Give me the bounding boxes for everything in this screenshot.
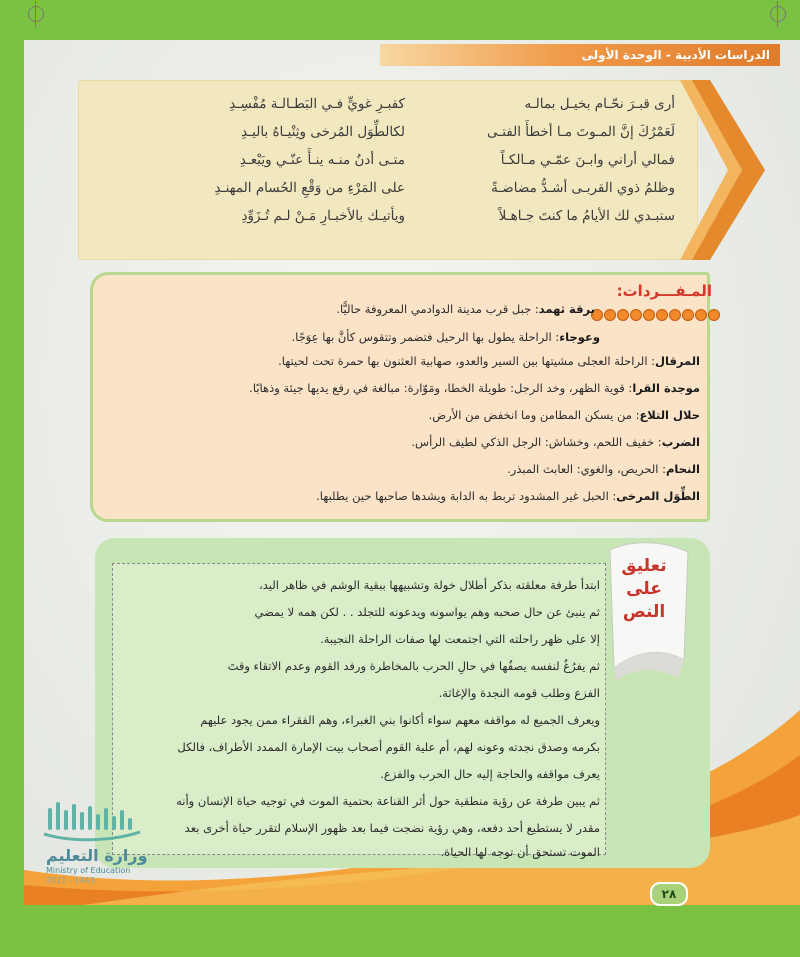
vocabulary-entry: حلال التلاع: من يسكن المطامن وما انخفض من الأرض. <box>428 408 700 422</box>
poem-verse: ويأتيـك بالأخبـارِ مَـنْ لـم تُـزَوِّدِ <box>241 208 405 224</box>
dot-icon <box>708 309 720 321</box>
dot-icon <box>617 309 629 321</box>
crop-mark-icon <box>28 6 44 22</box>
commentary-line: الفزع وطلب قومه النجدة والإغاثة. <box>438 686 600 700</box>
vocabulary-entry: النحام: الحريص، والغوي: العابث المبذر. <box>507 462 700 476</box>
poem-verse: فمالي أراني وابـنَ عمّـي مـالكـاً <box>500 152 675 168</box>
page-number: ٢٨ <box>650 882 688 906</box>
poem-verse: لَعَمْرُكَ إنَّ المـوتَ مـا أخطأَ الفتـى <box>487 124 675 140</box>
commentary-line: ثم ينبئ عن حال صحبه وهم يواسونه ويدعونه للتجلد . . لكن همه لا يمضي <box>254 605 600 619</box>
vocabulary-entry: الضرب: خفيف اللحم، وخشاش: الرجل الذكي لطيف الرأس. <box>411 435 700 449</box>
commentary-line: مقدر لا يستطيع أحد دفعه، وهي رؤية نضجت فيما بعد ظهور الإسلام لتقرر حياة أخرى بعد <box>184 821 600 835</box>
top-green-bar <box>0 0 800 40</box>
dot-icon <box>643 309 655 321</box>
page-header <box>380 44 780 66</box>
edition-year: 2021 - 1443 <box>46 876 95 885</box>
poem-verse: لكالطِّوَل المُرخى وثِنْيـاهُ باليـدِ <box>241 124 405 140</box>
dot-icon <box>630 309 642 321</box>
poem-verse: وظلمُ ذوي القربـى أشـدُّ مضاضـةً <box>491 180 675 196</box>
commentary-line: ثم يبين طرفة عن رؤية منطقية حول أثر القناعة بحتمية الموت في توجيه حياة الإنسان وأنه <box>176 794 600 808</box>
vocabulary-entry: الطِّوَل المرخى: الحبل غير المشدود تربط به الدابة ويشدها صاحبها حين يطلبها. <box>316 489 700 503</box>
decorative-dots <box>590 306 720 325</box>
poem-verse: متـى أدنُ منـه ينـأَ عنّـي ويَبْعـدِ <box>239 152 405 168</box>
vocabulary-entry: موجدة القرا: قوية الظهر، وخد الرجل: طويلة الخطا، ومَوّارة: مبالغة في رفع يديها جيئة وذهابًا. <box>249 381 700 395</box>
poem-verse: كقبـرِ غويٍّ فـي البَطـالـة مُفْسِـدِ <box>229 96 405 112</box>
vocabulary-title: المـفـــردات: <box>616 282 712 300</box>
poem-verse: ستبـدي لك الأيامُ ما كنتَ جـاهـلاً <box>498 208 675 224</box>
vocabulary-entry: وعوجاء: الراحلة يطول بها الرحيل فتضمر وتتقوس كأنَّ بها عِوَجًا. <box>291 330 600 344</box>
dot-icon <box>682 309 694 321</box>
dot-icon <box>656 309 668 321</box>
dot-icon <box>669 309 681 321</box>
ministry-name-english: Ministry of Education <box>46 866 131 875</box>
commentary-line: الموت تستحق أن توجه لها الحياة. <box>440 845 600 859</box>
poem-verse: على المَرْءِ من وَقْعِ الحُسام المهنـدِ <box>214 180 405 196</box>
vocabulary-entry: برقة ثهمد: جبل قرب مدينة الدوادمي المعروفة حاليًّا. <box>336 302 595 316</box>
left-green-bar <box>0 0 24 957</box>
commentary-line: يعرف مواقفه والحاجة إليه حال الحرب والفزع. <box>380 767 600 781</box>
vocabulary-entry: المرقال: الراحلة العجلى مشيتها بين السير والعدو، صهابية العثنون بها حمرة تحت لحيتها. <box>278 354 700 368</box>
bottom-green-bar <box>0 905 800 957</box>
dot-icon <box>695 309 707 321</box>
poem-verse: أرى قبـرَ نحّـام بخيـل بمالـه <box>524 96 675 112</box>
commentary-line: ابتدأ طرفة معلقته بذكر أطلال خولة وتشبيهها ببقية الوشم في ظاهر اليد، <box>259 578 600 592</box>
commentary-line: إلا على ظهر راحلته التي اجتمعت لها صفات الراحلة النجيبة. <box>320 632 600 646</box>
header-title: الدراسات الأدبية - الوحدة الأولى <box>581 48 770 62</box>
commentary-badge-label: تعليق على النص <box>621 556 667 622</box>
ministry-name-arabic: وزارة التعليم <box>46 846 148 865</box>
dot-icon <box>604 309 616 321</box>
commentary-line: ثم يفرُغُ لنفسه يصفُها في حالِ الحرب بالمخاطرة ورفد القوم وعدم الاتقاء وقتَ <box>227 659 600 673</box>
commentary-line: ويعرف الجميع له مواقفه معهم سواء أكانوا بني الغبراء، وهم الفقراء ممن يجود عليهم <box>200 713 600 727</box>
crop-mark-icon <box>770 6 786 22</box>
commentary-line: بكرمه وصدق نجدته وعونه لهم، أم علية القوم أصحاب بيت الإمارة الممدد الأطراف، فالكل <box>177 740 600 754</box>
poem-arrow-icon <box>680 80 770 260</box>
